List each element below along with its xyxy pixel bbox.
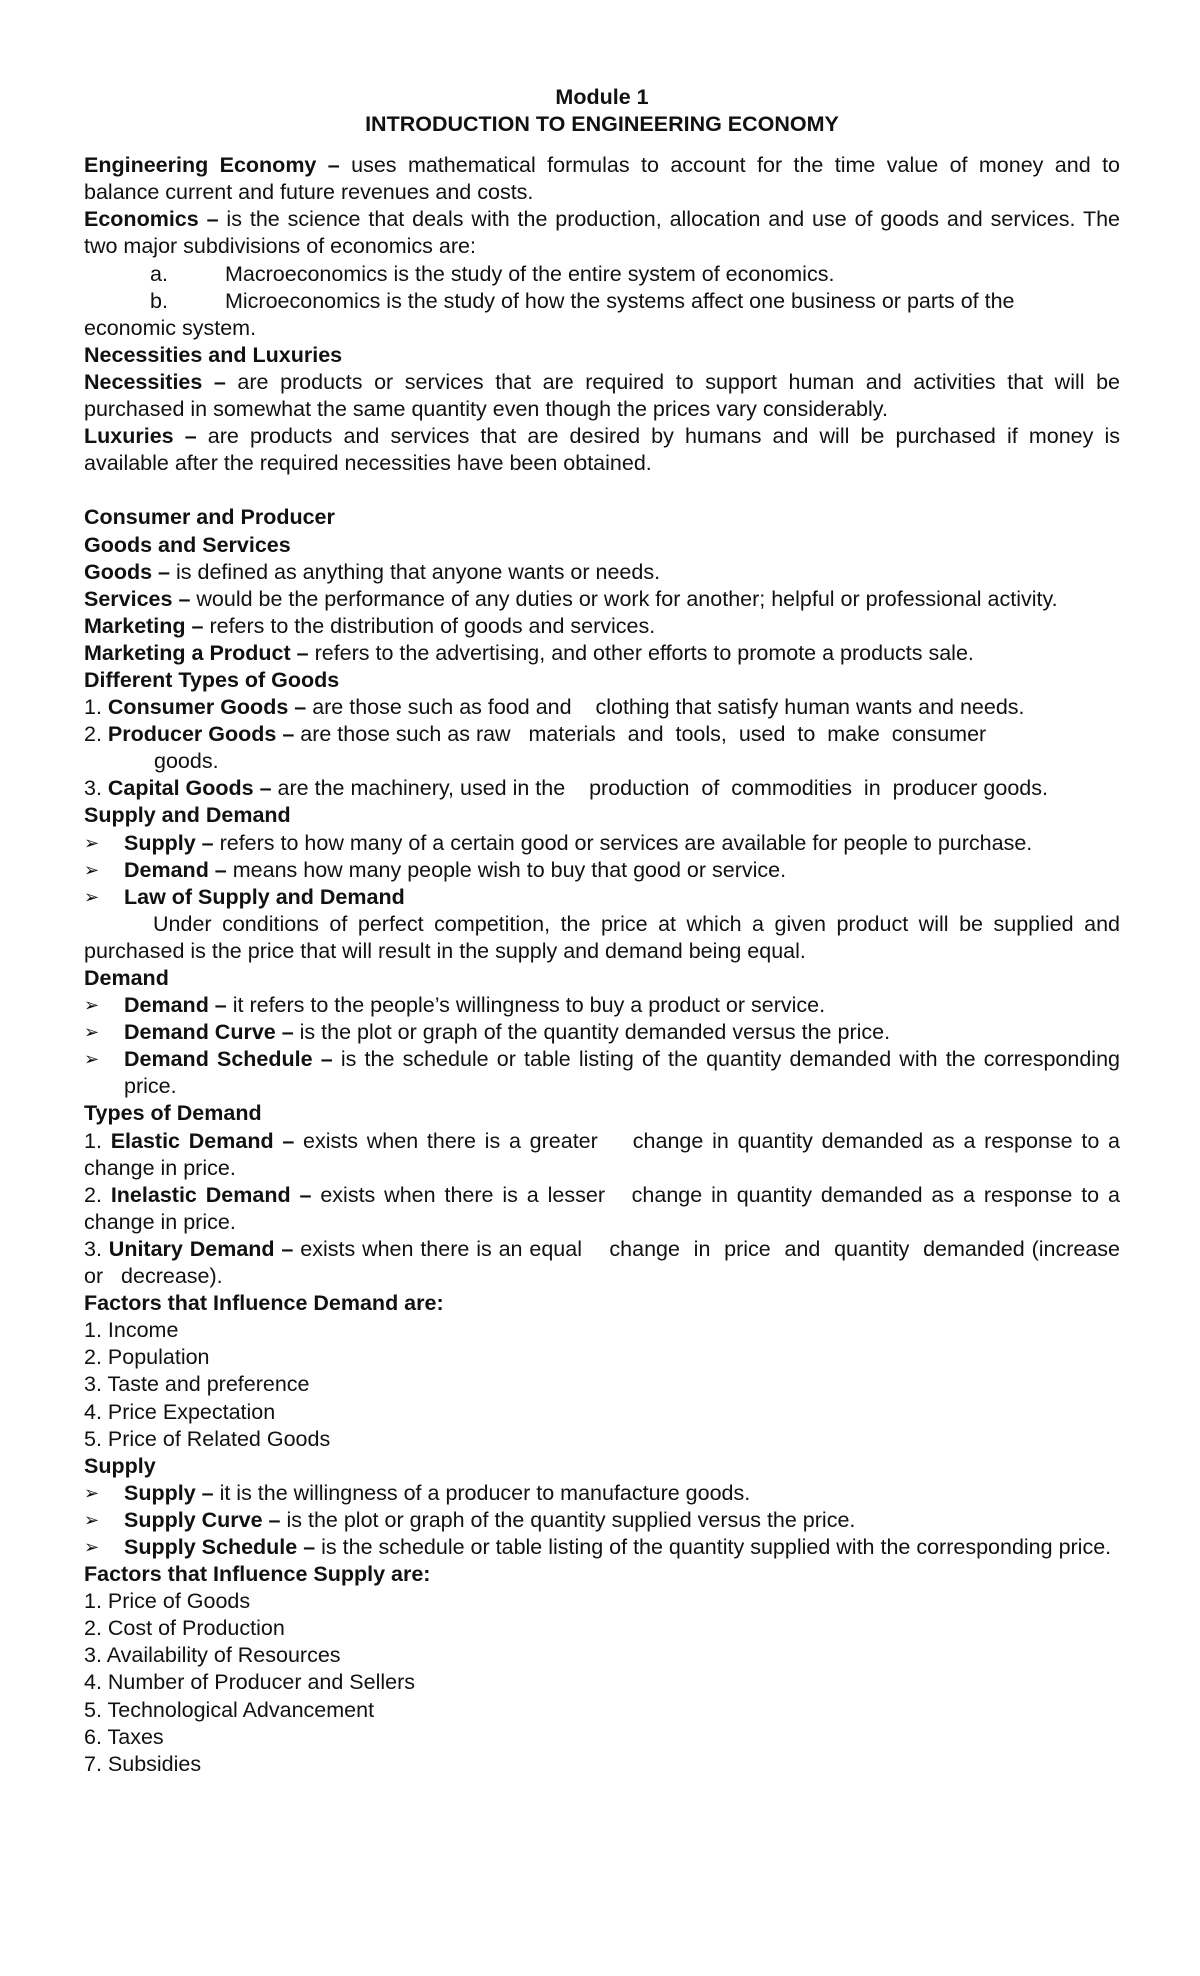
- subdivision-item: [84, 261, 1120, 288]
- section-heading: Factors that Influence Supply are:: [84, 1562, 431, 1587]
- definition: is the schedule or table listing of the quantity demanded with the corresponding price.: [124, 1047, 1120, 1099]
- bullet-item: [84, 1534, 1120, 1561]
- term: Elastic Demand –: [110, 1128, 295, 1153]
- definition: refers to how many of a certain good or services are available for people to purchase.: [213, 830, 1033, 855]
- term: Supply Schedule –: [124, 1534, 316, 1559]
- definition: is the schedule or table listing of the quantity supplied with the corresponding price.: [315, 1534, 1112, 1559]
- term: Supply –: [124, 1480, 214, 1505]
- definition: exists when there is a lesser change in quantity demanded as a response to a change in price.: [84, 1182, 1144, 1234]
- term: Demand Schedule –: [124, 1047, 333, 1072]
- bullet-text: [124, 992, 1120, 1019]
- arrowhead-bullet-icon: ➢: [84, 859, 100, 881]
- demand-type-item: [84, 1182, 1144, 1236]
- spacer: [84, 477, 1120, 504]
- item-number: 1.: [84, 1128, 111, 1153]
- goods-type-item: [84, 775, 1120, 802]
- definition: exists when there is an equal change in price and quantity demanded (increase or decrease).: [84, 1236, 1126, 1289]
- arrowhead-bullet-icon: ➢: [84, 1049, 100, 1071]
- economics-definition: [84, 206, 1120, 260]
- arrowhead-bullet-icon: ➢: [84, 1509, 100, 1531]
- list-item: 3. Taste and preference: [84, 1372, 310, 1397]
- term: Services –: [84, 586, 191, 611]
- subdivision-marker: a.: [150, 261, 168, 286]
- bullet-text: [124, 1019, 1120, 1046]
- term: Demand –: [124, 993, 227, 1018]
- definition: would be the performance of any duties or work for another; helpful or professional activity.: [190, 586, 1058, 611]
- goods-type-item: [84, 694, 1120, 721]
- subdivision-text: Microeconomics is the study of how the systems affect one business or parts of the: [225, 288, 1015, 313]
- term: Necessities –: [84, 369, 226, 394]
- definition: is defined as anything that anyone wants or needs.: [170, 559, 661, 584]
- section-heading: Factors that Influence Demand are:: [84, 1291, 444, 1316]
- bullet-item: [84, 1019, 1120, 1046]
- term: Inelastic Demand –: [110, 1182, 312, 1207]
- list-item: 4. Number of Producer and Sellers: [84, 1670, 416, 1695]
- list-item: 1. Income: [84, 1318, 179, 1343]
- marketing-definition: [84, 613, 1120, 640]
- term: Unitary Demand –: [108, 1236, 294, 1261]
- definition: is the plot or graph of the quantity demanded versus the price.: [293, 1020, 891, 1045]
- subdivision-text: Macroeconomics is the study of the entire system of economics.: [225, 261, 835, 286]
- definition: refers to the distribution of goods and services.: [203, 613, 656, 638]
- item-number: 2.: [84, 1182, 111, 1207]
- term: Economics –: [84, 207, 219, 232]
- definition: is the science that deals with the production, allocation and use of goods and services. The two major subdivisions of economics are:: [84, 207, 1120, 259]
- bullet-item: [84, 1507, 1120, 1534]
- demand-type-item: [84, 1236, 1126, 1290]
- term: Goods –: [84, 559, 171, 584]
- section-heading: Types of Demand: [84, 1101, 262, 1126]
- page-title: INTRODUCTION TO ENGINEERING ECONOMY: [365, 112, 839, 137]
- definition: are those such as raw materials and tools, used to make consumer: [294, 722, 987, 747]
- definition: it is the willingness of a producer to manufacture goods.: [213, 1480, 751, 1505]
- definition: refers to the advertising, and other efforts to promote a products sale.: [308, 640, 974, 665]
- subdivision-wrap-text: economic system.: [84, 315, 257, 340]
- section-heading: Supply and Demand: [84, 803, 291, 828]
- term: Marketing –: [84, 613, 204, 638]
- item-number: 3.: [84, 776, 108, 801]
- bullet-text: Law of Supply and Demand: [124, 884, 405, 909]
- bullet-text: [124, 830, 1120, 857]
- definition: are products and services that are desired by humans and will be purchased if money is available after the required necessities have been obtained.: [84, 424, 1120, 476]
- term: Demand –: [124, 857, 227, 882]
- item-number: 2.: [84, 722, 108, 747]
- arrowhead-bullet-icon: ➢: [84, 1536, 100, 1558]
- section-heading: Supply: [84, 1453, 156, 1478]
- subdivision-item: [84, 288, 1120, 315]
- list-item: 5. Technological Advancement: [84, 1697, 375, 1722]
- goods-type-item: [84, 721, 1120, 748]
- term: Supply Curve –: [124, 1507, 281, 1532]
- bullet-text: [124, 857, 1120, 884]
- list-item: 7. Subsidies: [84, 1751, 202, 1776]
- bullet-text: [124, 1046, 1120, 1100]
- section-heading: Different Types of Goods: [84, 667, 340, 692]
- bullet-text: [124, 1534, 1120, 1561]
- bullet-text: [124, 1480, 1120, 1507]
- definition: are products or services that are required to support human and activities that will be purchased in somewhat the same quantity even though the prices vary considerably.: [84, 369, 1121, 422]
- arrowhead-bullet-icon: ➢: [84, 832, 100, 854]
- term: Engineering Economy –: [84, 153, 340, 178]
- definition: exists when there is a greater change in quantity demanded as a response to a change in price.: [84, 1128, 1144, 1180]
- demand-type-item: [84, 1128, 1144, 1182]
- term: Demand Curve –: [124, 1020, 294, 1045]
- module-label: Module 1: [555, 85, 649, 109]
- luxuries-definition: [84, 423, 1120, 477]
- section-heading: Demand: [84, 966, 169, 990]
- term: Producer Goods –: [107, 722, 295, 747]
- marketing-product-definition: [84, 640, 1120, 667]
- section-heading: Necessities and Luxuries: [84, 342, 343, 367]
- engineering-economy-definition: [84, 152, 1120, 206]
- bullet-item: [84, 884, 1120, 911]
- definition: is the plot or graph of the quantity supplied versus the price.: [280, 1507, 856, 1532]
- item-number: 1.: [84, 695, 108, 720]
- subdivision-marker: b.: [150, 288, 168, 313]
- term: Capital Goods –: [107, 776, 272, 801]
- bullet-item: [84, 857, 1120, 884]
- list-item: 6. Taxes: [84, 1724, 164, 1749]
- necessities-definition: [84, 369, 1120, 423]
- arrowhead-bullet-icon: ➢: [84, 995, 100, 1017]
- list-item: 3. Availability of Resources: [84, 1643, 341, 1668]
- list-item: 2. Population: [84, 1345, 210, 1370]
- goods-type-wrap-text: goods.: [154, 749, 219, 774]
- term: Luxuries –: [84, 424, 197, 449]
- law-of-supply-demand-text: Under conditions of perfect competition, the price at which a given product will be supplied and purchased is the price that will result in the supply and demand being equal.: [84, 911, 1120, 963]
- arrowhead-bullet-icon: ➢: [84, 886, 100, 908]
- bullet-text: [124, 1507, 1120, 1534]
- section-heading: Consumer and Producer: [84, 505, 335, 530]
- definition: uses mathematical formulas to account for the time value of money and to balance current and future revenues and costs.: [84, 153, 1120, 205]
- goods-definition: [84, 559, 1120, 586]
- list-item: 1. Price of Goods: [84, 1589, 251, 1614]
- term: Consumer Goods –: [107, 695, 307, 720]
- bullet-item: [84, 1046, 1120, 1100]
- term: Supply –: [124, 830, 214, 855]
- bullet-item: [84, 992, 1120, 1019]
- list-item: 4. Price Expectation: [84, 1399, 276, 1424]
- definition: are those such as food and clothing that satisfy human wants and needs.: [306, 695, 1025, 720]
- title-block: [84, 84, 1120, 138]
- section-heading: Goods and Services: [84, 532, 291, 557]
- definition: it refers to the people’s willingness to buy a product or service.: [226, 993, 826, 1018]
- services-definition: [84, 586, 1120, 613]
- bullet-item: [84, 830, 1120, 857]
- definition: means how many people wish to buy that good or service.: [226, 857, 787, 882]
- arrowhead-bullet-icon: ➢: [84, 1022, 100, 1044]
- item-number: 3.: [84, 1236, 109, 1261]
- arrowhead-bullet-icon: ➢: [84, 1482, 100, 1504]
- list-item: 5. Price of Related Goods: [84, 1426, 331, 1451]
- bullet-item: [84, 1480, 1120, 1507]
- definition: are the machinery, used in the production of commodities in producer goods.: [271, 776, 1048, 801]
- term: Marketing a Product –: [84, 640, 309, 665]
- list-item: 2. Cost of Production: [84, 1616, 285, 1641]
